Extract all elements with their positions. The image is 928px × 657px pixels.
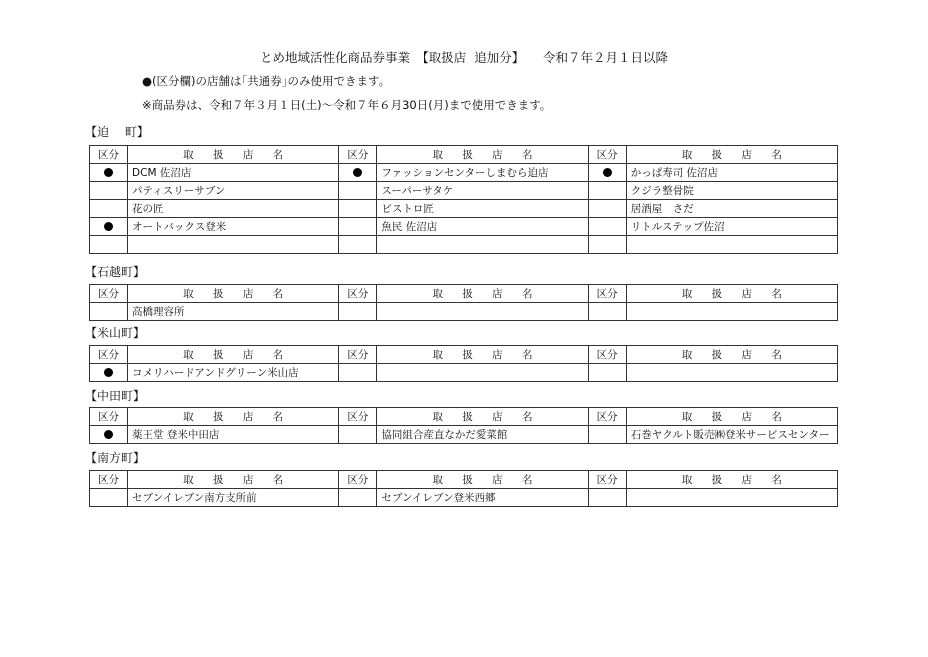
- category-header: 区分: [339, 285, 377, 303]
- common-ticket-dot-icon: [104, 168, 113, 177]
- note-common-ticket: ●(区分欄)の店舗は｢共通券｣のみ使用できます。: [142, 74, 391, 88]
- category-header: 区分: [339, 471, 377, 489]
- store-name-header: 取 扱 店 名: [377, 285, 588, 303]
- store-name-header: 取 扱 店 名: [128, 146, 339, 164]
- common-ticket-dot-icon: [603, 168, 612, 177]
- note-validity-period: ※商品券は、令和７年３月１日(土)～令和７年６月30日(月)まで使用できます。: [142, 98, 552, 112]
- category-header: 区分: [90, 471, 128, 489]
- category-cell: [588, 426, 626, 444]
- store-name-header: 取 扱 店 名: [377, 346, 588, 364]
- category-cell: [339, 200, 377, 218]
- store-name-header: 取 扱 店 名: [377, 408, 588, 426]
- common-ticket-dot-icon: [104, 368, 113, 377]
- category-header: 区分: [588, 146, 626, 164]
- table-row: [90, 218, 838, 236]
- category-cell: [90, 164, 128, 182]
- store-name-cell: [377, 364, 588, 382]
- store-name-cell: セブンイレブン登米西郷: [377, 489, 588, 507]
- table-header-row: [90, 346, 838, 364]
- table-row: [90, 236, 838, 254]
- table-row: [90, 489, 838, 507]
- category-header: 区分: [90, 346, 128, 364]
- category-header: 区分: [90, 285, 128, 303]
- category-cell: [588, 164, 626, 182]
- store-name-cell: かっぱ寿司 佐沼店: [626, 164, 837, 182]
- store-name-cell: [626, 236, 837, 254]
- category-cell: [339, 303, 377, 321]
- store-table: [89, 284, 838, 321]
- category-cell: [588, 489, 626, 507]
- store-name-header: 取 扱 店 名: [377, 471, 588, 489]
- category-header: 区分: [339, 346, 377, 364]
- category-header: 区分: [90, 408, 128, 426]
- table-header-row: [90, 471, 838, 489]
- store-name-header: 取 扱 店 名: [626, 408, 837, 426]
- store-name-cell: パティスリーサブン: [128, 182, 339, 200]
- store-name-cell: オートバックス登米: [128, 218, 339, 236]
- category-cell: [90, 236, 128, 254]
- category-cell: [588, 218, 626, 236]
- store-name-header: 取 扱 店 名: [128, 408, 339, 426]
- category-cell: [90, 426, 128, 444]
- category-header: 区分: [90, 146, 128, 164]
- category-cell: [339, 426, 377, 444]
- store-name-cell: 居酒屋 さだ: [626, 200, 837, 218]
- category-cell: [90, 489, 128, 507]
- category-cell: [588, 364, 626, 382]
- store-name-header: 取 扱 店 名: [626, 285, 837, 303]
- table-row: [90, 164, 838, 182]
- category-cell: [588, 236, 626, 254]
- section-label: 【米山町】: [85, 326, 146, 340]
- store-name-cell: ファッションセンターしまむら迫店: [377, 164, 588, 182]
- store-name-header: 取 扱 店 名: [626, 471, 837, 489]
- store-name-cell: 協同組合産直なかだ愛菜館: [377, 426, 588, 444]
- table-header-row: [90, 285, 838, 303]
- category-cell: [90, 364, 128, 382]
- category-cell: [588, 200, 626, 218]
- store-name-cell: リトルステップ佐沼: [626, 218, 837, 236]
- category-cell: [90, 182, 128, 200]
- store-name-header: 取 扱 店 名: [128, 285, 339, 303]
- section-label: 【中田町】: [85, 389, 146, 403]
- store-name-cell: 高橋理容所: [128, 303, 339, 321]
- section-label: 【迫 町】: [85, 125, 149, 139]
- table-header-row: [90, 146, 838, 164]
- table-row: [90, 364, 838, 382]
- table-row: [90, 200, 838, 218]
- store-name-cell: 花の匠: [128, 200, 339, 218]
- store-name-header: 取 扱 店 名: [128, 346, 339, 364]
- category-cell: [339, 218, 377, 236]
- category-cell: [90, 303, 128, 321]
- table-row: [90, 303, 838, 321]
- category-header: 区分: [339, 146, 377, 164]
- store-name-cell: [377, 236, 588, 254]
- page-title: とめ地域活性化商品券事業 【取扱店 追加分】 令和７年２月１日以降: [260, 50, 668, 65]
- table-row: [90, 426, 838, 444]
- section-label: 【南方町】: [85, 451, 146, 465]
- common-ticket-dot-icon: [104, 430, 113, 439]
- category-cell: [588, 303, 626, 321]
- store-table: [89, 470, 838, 507]
- category-header: 区分: [339, 408, 377, 426]
- category-cell: [339, 164, 377, 182]
- store-name-cell: スーパーサタケ: [377, 182, 588, 200]
- store-name-cell: [377, 303, 588, 321]
- store-name-cell: 石巻ヤクルト販売㈱登米サービスセンター: [626, 426, 837, 444]
- store-name-header: 取 扱 店 名: [626, 146, 837, 164]
- store-name-cell: [626, 303, 837, 321]
- store-name-cell: [626, 364, 837, 382]
- category-header: 区分: [588, 408, 626, 426]
- category-cell: [588, 182, 626, 200]
- store-table: [89, 145, 838, 254]
- store-name-cell: [626, 489, 837, 507]
- section-label: 【石越町】: [85, 265, 146, 279]
- store-table: [89, 345, 838, 382]
- common-ticket-dot-icon: [353, 168, 362, 177]
- store-name-header: 取 扱 店 名: [626, 346, 837, 364]
- store-name-cell: セブンイレブン南方支所前: [128, 489, 339, 507]
- store-table: [89, 407, 838, 444]
- store-name-cell: [128, 236, 339, 254]
- store-name-header: 取 扱 店 名: [128, 471, 339, 489]
- store-name-header: 取 扱 店 名: [377, 146, 588, 164]
- category-cell: [339, 489, 377, 507]
- category-cell: [90, 218, 128, 236]
- category-header: 区分: [588, 346, 626, 364]
- category-header: 区分: [588, 471, 626, 489]
- store-name-cell: ビストロ匠: [377, 200, 588, 218]
- store-name-cell: 薬王堂 登米中田店: [128, 426, 339, 444]
- store-name-cell: コメリハードアンドグリーン米山店: [128, 364, 339, 382]
- category-cell: [90, 200, 128, 218]
- table-header-row: [90, 408, 838, 426]
- table-row: [90, 182, 838, 200]
- store-name-cell: 魚民 佐沼店: [377, 218, 588, 236]
- category-header: 区分: [588, 285, 626, 303]
- store-name-cell: クジラ整骨院: [626, 182, 837, 200]
- category-cell: [339, 364, 377, 382]
- category-cell: [339, 236, 377, 254]
- store-name-cell: DCM 佐沼店: [128, 164, 339, 182]
- common-ticket-dot-icon: [104, 222, 113, 231]
- category-cell: [339, 182, 377, 200]
